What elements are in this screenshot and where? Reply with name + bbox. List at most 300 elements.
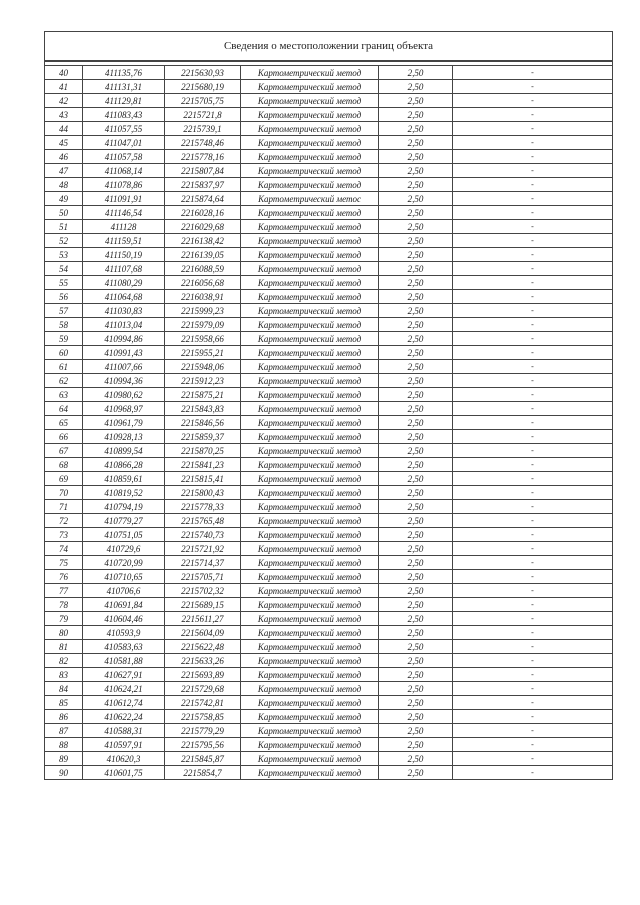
cell-error: 2,50: [379, 276, 453, 290]
cell-point-number: 62: [45, 374, 83, 388]
cell-method: Картометрический метод: [241, 178, 379, 192]
cell-coordinate-x: 410866,28: [83, 458, 165, 472]
cell-coordinate-y: 2215843,83: [165, 402, 241, 416]
cell-coordinate-x: 411091,91: [83, 192, 165, 206]
table-row: [45, 668, 613, 682]
cell-method: Картометрический метод: [241, 752, 379, 766]
table-row: [45, 738, 613, 752]
cell-coordinate-x: 410779,27: [83, 514, 165, 528]
boundary-table-sheet: [44, 31, 612, 780]
cell-error: 2,50: [379, 598, 453, 612]
cell-method: Картометрический метод: [241, 332, 379, 346]
cell-method: Картометрический метод: [241, 472, 379, 486]
cell-error: 2,50: [379, 192, 453, 206]
cell-method: Картометрический метод: [241, 710, 379, 724]
cell-description: -: [453, 262, 613, 276]
cell-error: 2,50: [379, 766, 453, 780]
cell-description: -: [453, 318, 613, 332]
cell-method: Картометрический метод: [241, 108, 379, 122]
cell-coordinate-y: 2215958,66: [165, 332, 241, 346]
cell-method: Картометрический метод: [241, 612, 379, 626]
cell-description: -: [453, 430, 613, 444]
cell-coordinate-y: 2215800,43: [165, 486, 241, 500]
cell-description: -: [453, 542, 613, 556]
cell-coordinate-x: 410612,74: [83, 696, 165, 710]
cell-coordinate-x: 410994,36: [83, 374, 165, 388]
cell-point-number: 44: [45, 122, 83, 136]
cell-point-number: 45: [45, 136, 83, 150]
cell-error: 2,50: [379, 738, 453, 752]
cell-coordinate-x: 410620,3: [83, 752, 165, 766]
cell-coordinate-y: 2215999,23: [165, 304, 241, 318]
cell-coordinate-y: 2215739,1: [165, 122, 241, 136]
cell-point-number: 70: [45, 486, 83, 500]
cell-coordinate-x: 410899,54: [83, 444, 165, 458]
cell-point-number: 83: [45, 668, 83, 682]
cell-point-number: 48: [45, 178, 83, 192]
cell-coordinate-x: 411047,01: [83, 136, 165, 150]
cell-description: -: [453, 192, 613, 206]
cell-point-number: 53: [45, 248, 83, 262]
cell-error: 2,50: [379, 332, 453, 346]
cell-coordinate-y: 2215758,85: [165, 710, 241, 724]
cell-error: 2,50: [379, 654, 453, 668]
cell-description: -: [453, 472, 613, 486]
table-row: [45, 150, 613, 164]
cell-point-number: 61: [45, 360, 83, 374]
cell-method: Картометрический метод: [241, 640, 379, 654]
table-row: [45, 80, 613, 94]
cell-description: -: [453, 640, 613, 654]
cell-coordinate-x: 410819,52: [83, 486, 165, 500]
cell-point-number: 52: [45, 234, 83, 248]
cell-point-number: 60: [45, 346, 83, 360]
cell-method: Картометрический метод: [241, 542, 379, 556]
table-row: [45, 136, 613, 150]
cell-error: 2,50: [379, 150, 453, 164]
cell-method: Картометрический метод: [241, 164, 379, 178]
cell-coordinate-y: 2215815,41: [165, 472, 241, 486]
cell-method: Картометрический метод: [241, 248, 379, 262]
cell-point-number: 78: [45, 598, 83, 612]
cell-coordinate-y: 2216139,05: [165, 248, 241, 262]
cell-error: 2,50: [379, 486, 453, 500]
table-row: [45, 612, 613, 626]
cell-point-number: 90: [45, 766, 83, 780]
cell-error: 2,50: [379, 108, 453, 122]
cell-point-number: 82: [45, 654, 83, 668]
table-row: [45, 402, 613, 416]
cell-coordinate-x: 411078,86: [83, 178, 165, 192]
cell-coordinate-x: 410627,91: [83, 668, 165, 682]
cell-point-number: 43: [45, 108, 83, 122]
cell-description: -: [453, 626, 613, 640]
cell-coordinate-x: 411107,68: [83, 262, 165, 276]
cell-error: 2,50: [379, 346, 453, 360]
cell-description: -: [453, 178, 613, 192]
cell-method: Картометрический метод: [241, 346, 379, 360]
cell-error: 2,50: [379, 136, 453, 150]
cell-coordinate-y: 2215633,26: [165, 654, 241, 668]
cell-error: 2,50: [379, 710, 453, 724]
cell-coordinate-y: 2216038,91: [165, 290, 241, 304]
cell-error: 2,50: [379, 500, 453, 514]
cell-method: Картометрический метод: [241, 80, 379, 94]
cell-coordinate-x: 410583,63: [83, 640, 165, 654]
cell-coordinate-x: 411083,43: [83, 108, 165, 122]
cell-point-number: 76: [45, 570, 83, 584]
cell-point-number: 85: [45, 696, 83, 710]
cell-error: 2,50: [379, 542, 453, 556]
cell-point-number: 42: [45, 94, 83, 108]
cell-coordinate-y: 2215622,48: [165, 640, 241, 654]
cell-method: Картометрический метод: [241, 234, 379, 248]
cell-point-number: 87: [45, 724, 83, 738]
table-row: [45, 724, 613, 738]
cell-description: -: [453, 66, 613, 80]
table-row: [45, 276, 613, 290]
cell-description: -: [453, 556, 613, 570]
cell-description: -: [453, 752, 613, 766]
table-row: [45, 388, 613, 402]
cell-coordinate-y: 2215807,84: [165, 164, 241, 178]
cell-method: Картометрический метод: [241, 206, 379, 220]
cell-error: 2,50: [379, 66, 453, 80]
cell-point-number: 47: [45, 164, 83, 178]
cell-error: 2,50: [379, 556, 453, 570]
cell-method: Картометрический метод: [241, 66, 379, 80]
table-row: [45, 332, 613, 346]
cell-coordinate-x: 410859,61: [83, 472, 165, 486]
table-row: [45, 108, 613, 122]
cell-description: -: [453, 514, 613, 528]
cell-coordinate-y: 2215979,09: [165, 318, 241, 332]
cell-error: 2,50: [379, 290, 453, 304]
cell-description: -: [453, 738, 613, 752]
cell-error: 2,50: [379, 528, 453, 542]
boundary-points-table: [44, 31, 613, 780]
cell-error: 2,50: [379, 262, 453, 276]
cell-error: 2,50: [379, 430, 453, 444]
cell-error: 2,50: [379, 640, 453, 654]
cell-error: 2,50: [379, 416, 453, 430]
cell-coordinate-y: 2215948,06: [165, 360, 241, 374]
table-title: Сведения о местоположении границ объекта: [45, 32, 613, 62]
cell-method: Картометрический метод: [241, 136, 379, 150]
cell-coordinate-x: 410581,88: [83, 654, 165, 668]
cell-description: -: [453, 444, 613, 458]
cell-method: Картометрический метод: [241, 500, 379, 514]
cell-coordinate-y: 2215721,92: [165, 542, 241, 556]
cell-error: 2,50: [379, 752, 453, 766]
table-row: [45, 374, 613, 388]
cell-coordinate-y: 2215955,21: [165, 346, 241, 360]
cell-coordinate-y: 2215765,48: [165, 514, 241, 528]
table-row: [45, 584, 613, 598]
table-row: [45, 178, 613, 192]
cell-coordinate-x: 410980,62: [83, 388, 165, 402]
cell-point-number: 74: [45, 542, 83, 556]
cell-error: 2,50: [379, 696, 453, 710]
cell-description: -: [453, 654, 613, 668]
cell-point-number: 54: [45, 262, 83, 276]
cell-method: Картометрический метод: [241, 262, 379, 276]
cell-method: Картометрический метод: [241, 402, 379, 416]
cell-coordinate-x: 410794,19: [83, 500, 165, 514]
cell-point-number: 59: [45, 332, 83, 346]
cell-method: Картометрический метод: [241, 318, 379, 332]
cell-coordinate-x: 411131,31: [83, 80, 165, 94]
cell-coordinate-x: 411135,76: [83, 66, 165, 80]
cell-coordinate-x: 410706,6: [83, 584, 165, 598]
table-row: [45, 696, 613, 710]
cell-description: -: [453, 570, 613, 584]
cell-description: -: [453, 332, 613, 346]
cell-description: -: [453, 108, 613, 122]
cell-point-number: 58: [45, 318, 83, 332]
cell-method: Картометрический метод: [241, 724, 379, 738]
table-row: [45, 220, 613, 234]
table-row: [45, 206, 613, 220]
cell-coordinate-y: 2215702,32: [165, 584, 241, 598]
cell-description: -: [453, 304, 613, 318]
cell-method: Картометрический метод: [241, 766, 379, 780]
cell-point-number: 40: [45, 66, 83, 80]
table-row: [45, 248, 613, 262]
cell-description: -: [453, 388, 613, 402]
table-row: [45, 430, 613, 444]
table-row: [45, 234, 613, 248]
table-row: [45, 304, 613, 318]
cell-coordinate-y: 2215693,89: [165, 668, 241, 682]
cell-coordinate-x: 411159,51: [83, 234, 165, 248]
cell-error: 2,50: [379, 612, 453, 626]
cell-coordinate-y: 2215874,64: [165, 192, 241, 206]
cell-coordinate-y: 2215630,93: [165, 66, 241, 80]
cell-error: 2,50: [379, 514, 453, 528]
cell-coordinate-y: 2215795,56: [165, 738, 241, 752]
cell-coordinate-x: 410624,21: [83, 682, 165, 696]
cell-description: -: [453, 724, 613, 738]
cell-point-number: 57: [45, 304, 83, 318]
cell-description: -: [453, 696, 613, 710]
cell-coordinate-y: 2215845,87: [165, 752, 241, 766]
cell-method: Картометрический метод: [241, 290, 379, 304]
cell-description: -: [453, 164, 613, 178]
table-row: [45, 766, 613, 780]
cell-point-number: 55: [45, 276, 83, 290]
cell-method: Картометрический метод: [241, 276, 379, 290]
table-row: [45, 626, 613, 640]
cell-description: -: [453, 584, 613, 598]
cell-error: 2,50: [379, 80, 453, 94]
table-row: [45, 598, 613, 612]
table-row: [45, 458, 613, 472]
cell-error: 2,50: [379, 94, 453, 108]
cell-error: 2,50: [379, 402, 453, 416]
table-row: [45, 682, 613, 696]
cell-description: -: [453, 136, 613, 150]
cell-method: Картометрический метод: [241, 626, 379, 640]
cell-point-number: 50: [45, 206, 83, 220]
cell-coordinate-x: 410691,84: [83, 598, 165, 612]
cell-error: 2,50: [379, 248, 453, 262]
cell-point-number: 65: [45, 416, 83, 430]
cell-error: 2,50: [379, 304, 453, 318]
table-row: [45, 556, 613, 570]
cell-description: -: [453, 290, 613, 304]
table-row: [45, 94, 613, 108]
table-row: [45, 262, 613, 276]
cell-coordinate-y: 2215779,29: [165, 724, 241, 738]
cell-coordinate-y: 2215611,27: [165, 612, 241, 626]
cell-point-number: 79: [45, 612, 83, 626]
cell-error: 2,50: [379, 178, 453, 192]
cell-description: -: [453, 612, 613, 626]
cell-coordinate-x: 411007,66: [83, 360, 165, 374]
cell-coordinate-x: 410994,86: [83, 332, 165, 346]
cell-coordinate-y: 2215604,09: [165, 626, 241, 640]
cell-coordinate-x: 410961,79: [83, 416, 165, 430]
cell-error: 2,50: [379, 318, 453, 332]
cell-coordinate-x: 410601,75: [83, 766, 165, 780]
cell-description: -: [453, 416, 613, 430]
table-row: [45, 514, 613, 528]
cell-description: -: [453, 150, 613, 164]
cell-method: Картометрический метод: [241, 668, 379, 682]
cell-coordinate-x: 410604,46: [83, 612, 165, 626]
cell-point-number: 77: [45, 584, 83, 598]
cell-point-number: 67: [45, 444, 83, 458]
cell-coordinate-y: 2215705,71: [165, 570, 241, 584]
cell-description: -: [453, 122, 613, 136]
cell-description: -: [453, 206, 613, 220]
table-row: [45, 360, 613, 374]
cell-description: -: [453, 346, 613, 360]
cell-coordinate-x: 411129,81: [83, 94, 165, 108]
cell-error: 2,50: [379, 724, 453, 738]
cell-error: 2,50: [379, 472, 453, 486]
cell-method: Картометрический метод: [241, 360, 379, 374]
cell-coordinate-x: 411030,83: [83, 304, 165, 318]
cell-coordinate-x: 410622,24: [83, 710, 165, 724]
table-row: [45, 710, 613, 724]
cell-coordinate-y: 2215689,15: [165, 598, 241, 612]
cell-coordinate-y: 2215721,8: [165, 108, 241, 122]
cell-method: Картометрический метод: [241, 304, 379, 318]
cell-coordinate-x: 411013,04: [83, 318, 165, 332]
cell-error: 2,50: [379, 682, 453, 696]
cell-coordinate-x: 411057,55: [83, 122, 165, 136]
cell-method: Картометрический метод: [241, 220, 379, 234]
cell-point-number: 73: [45, 528, 83, 542]
cell-point-number: 69: [45, 472, 83, 486]
cell-coordinate-x: 411064,68: [83, 290, 165, 304]
cell-coordinate-y: 2216088,59: [165, 262, 241, 276]
cell-coordinate-y: 2215778,16: [165, 150, 241, 164]
table-row: [45, 654, 613, 668]
cell-point-number: 51: [45, 220, 83, 234]
table-row: [45, 346, 613, 360]
cell-description: -: [453, 766, 613, 780]
table-row: [45, 542, 613, 556]
cell-description: -: [453, 248, 613, 262]
cell-description: -: [453, 598, 613, 612]
cell-coordinate-y: 2215705,75: [165, 94, 241, 108]
cell-description: -: [453, 710, 613, 724]
cell-method: Картометрический метод: [241, 528, 379, 542]
cell-method: Картометрический метод: [241, 598, 379, 612]
cell-description: -: [453, 402, 613, 416]
table-row: [45, 528, 613, 542]
table-row: [45, 472, 613, 486]
cell-point-number: 88: [45, 738, 83, 752]
cell-method: Картометрический метод: [241, 94, 379, 108]
table-row: [45, 444, 613, 458]
cell-coordinate-y: 2215714,37: [165, 556, 241, 570]
cell-coordinate-y: 2215748,46: [165, 136, 241, 150]
cell-coordinate-x: 410991,43: [83, 346, 165, 360]
cell-coordinate-y: 2215859,37: [165, 430, 241, 444]
cell-method: Картометрический метод: [241, 570, 379, 584]
cell-point-number: 68: [45, 458, 83, 472]
cell-error: 2,50: [379, 668, 453, 682]
cell-coordinate-y: 2215778,33: [165, 500, 241, 514]
cell-point-number: 46: [45, 150, 83, 164]
cell-method: Картометрический метод: [241, 486, 379, 500]
cell-method: Картометрический метод: [241, 696, 379, 710]
cell-description: -: [453, 234, 613, 248]
cell-error: 2,50: [379, 122, 453, 136]
cell-coordinate-x: 411146,54: [83, 206, 165, 220]
cell-error: 2,50: [379, 458, 453, 472]
cell-point-number: 72: [45, 514, 83, 528]
cell-method: Картометрический метод: [241, 388, 379, 402]
cell-point-number: 86: [45, 710, 83, 724]
table-row: [45, 164, 613, 178]
cell-coordinate-x: 410928,13: [83, 430, 165, 444]
cell-coordinate-x: 410710,65: [83, 570, 165, 584]
cell-point-number: 64: [45, 402, 83, 416]
cell-description: -: [453, 374, 613, 388]
cell-point-number: 75: [45, 556, 83, 570]
table-row: [45, 416, 613, 430]
cell-error: 2,50: [379, 206, 453, 220]
cell-coordinate-x: 411057,58: [83, 150, 165, 164]
cell-coordinate-y: 2216028,16: [165, 206, 241, 220]
cell-point-number: 71: [45, 500, 83, 514]
cell-coordinate-x: 410720,99: [83, 556, 165, 570]
cell-description: -: [453, 360, 613, 374]
cell-description: -: [453, 668, 613, 682]
cell-method: Картометрический метод: [241, 458, 379, 472]
cell-coordinate-y: 2215680,19: [165, 80, 241, 94]
cell-error: 2,50: [379, 388, 453, 402]
cell-coordinate-x: 411080,29: [83, 276, 165, 290]
cell-point-number: 49: [45, 192, 83, 206]
cell-description: -: [453, 682, 613, 696]
cell-method: Картометрический метод: [241, 556, 379, 570]
cell-coordinate-x: 410597,91: [83, 738, 165, 752]
table-row: [45, 290, 613, 304]
cell-coordinate-y: 2215870,25: [165, 444, 241, 458]
cell-description: -: [453, 94, 613, 108]
cell-method: Картометрический метод: [241, 430, 379, 444]
cell-error: 2,50: [379, 234, 453, 248]
cell-method: Картометрический метод: [241, 416, 379, 430]
cell-point-number: 56: [45, 290, 83, 304]
table-row: [45, 122, 613, 136]
